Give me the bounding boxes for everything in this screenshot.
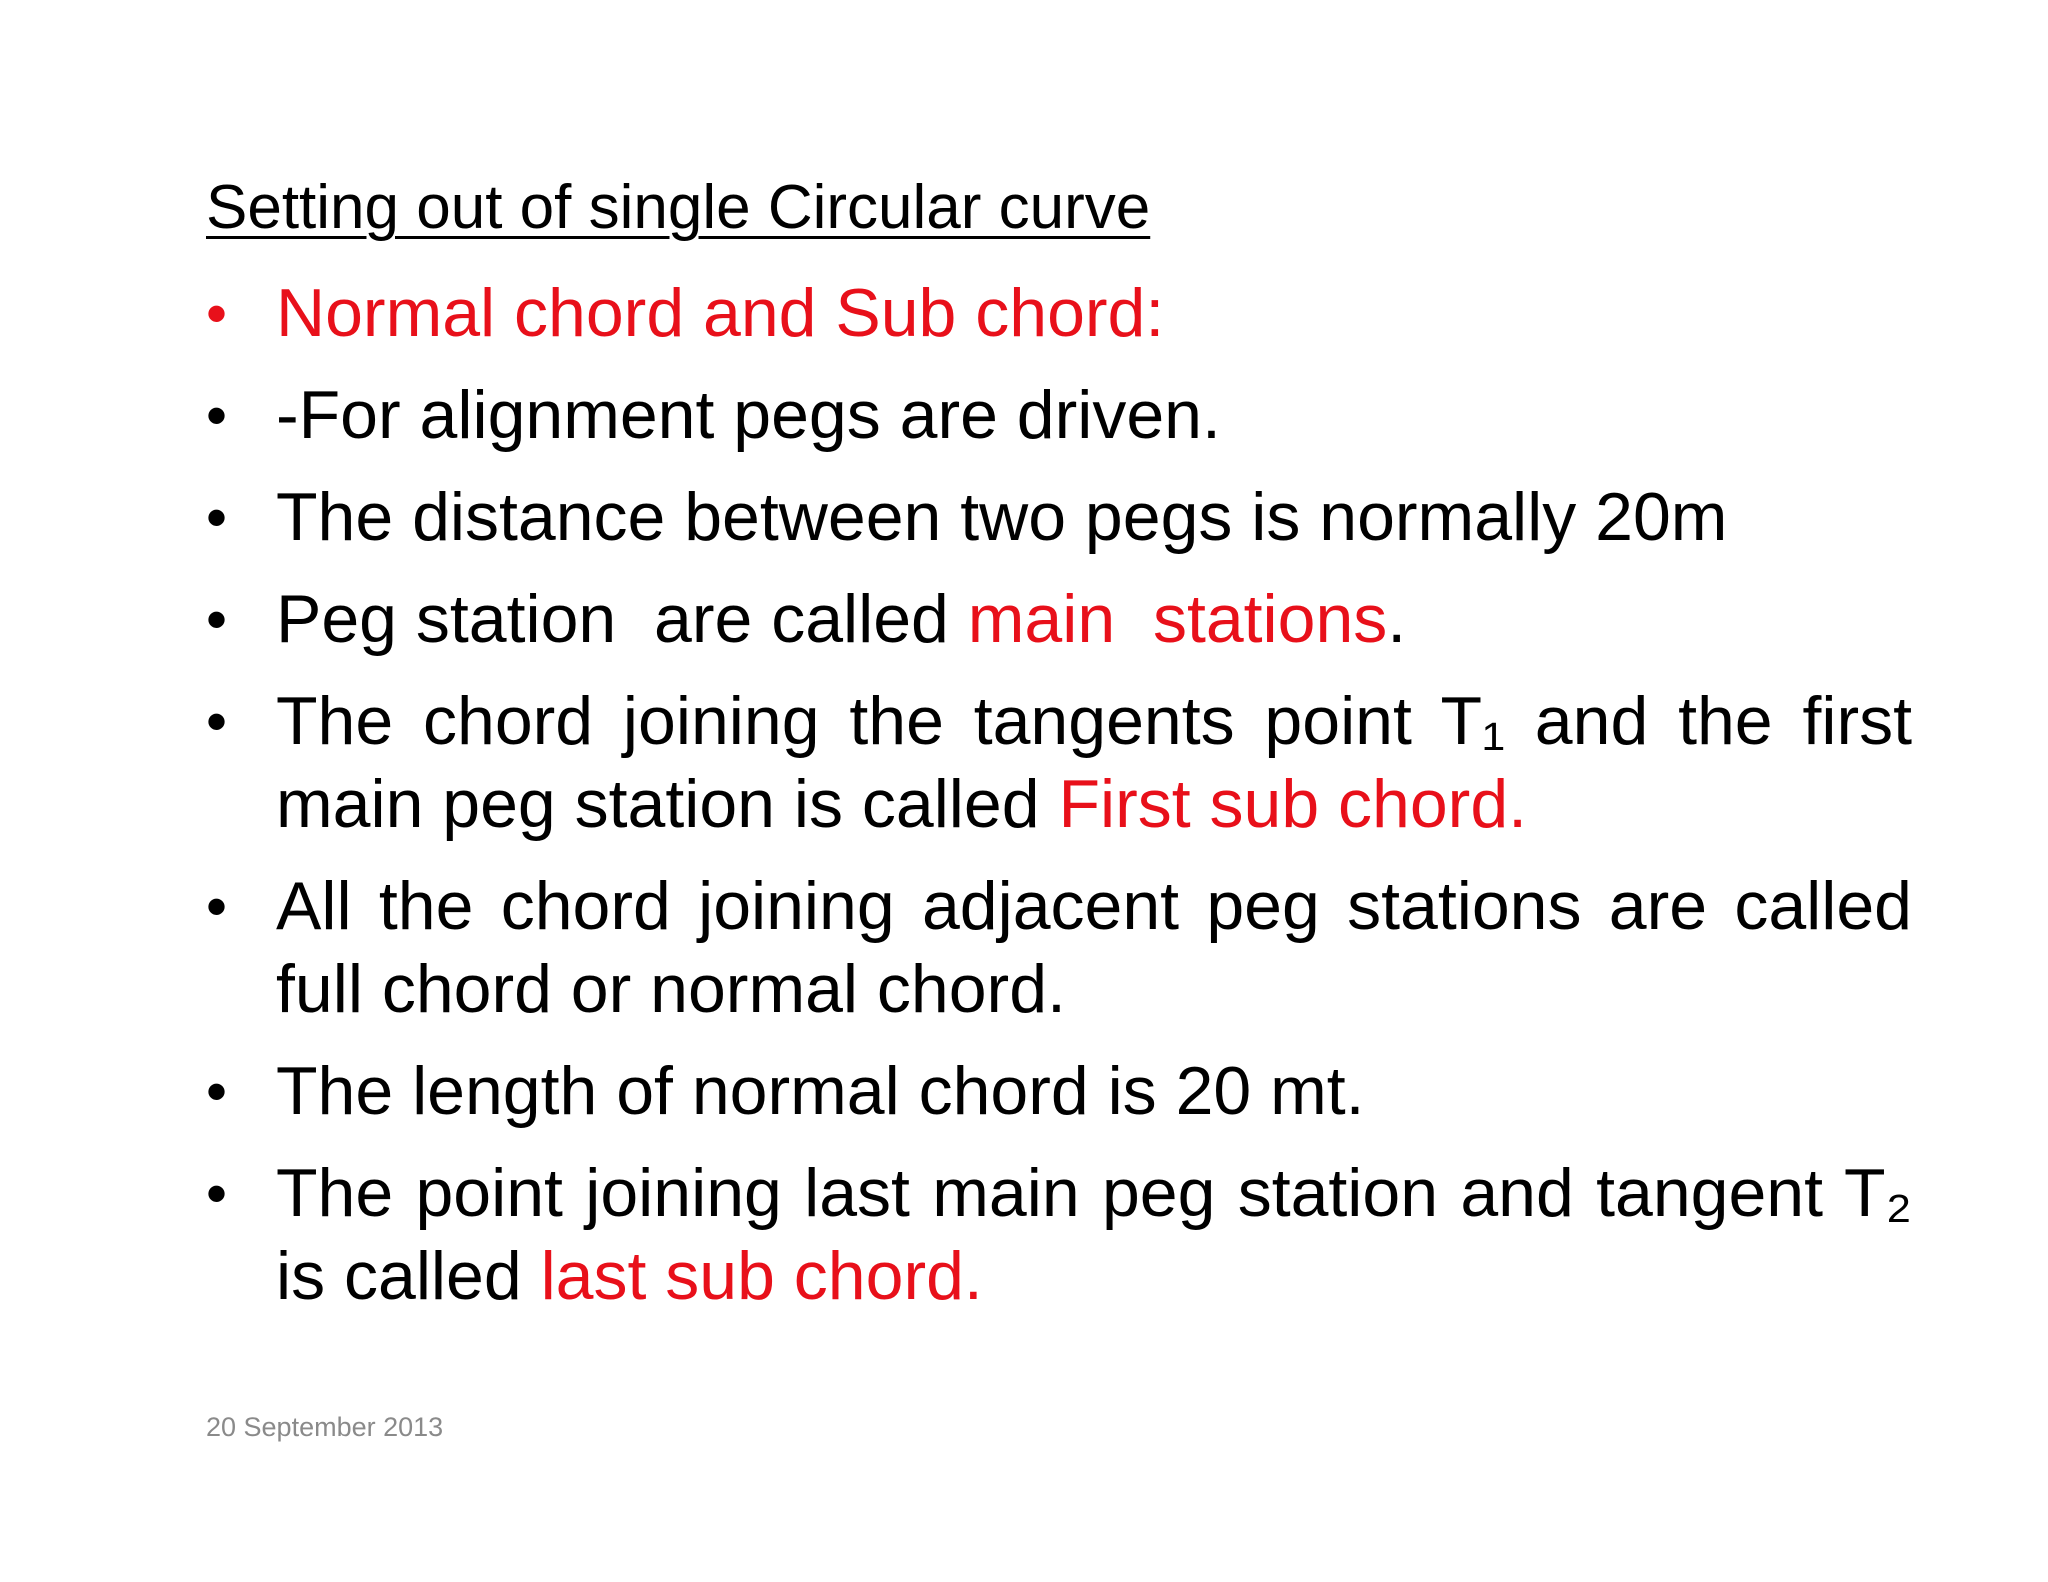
bullet-text: Peg station are called bbox=[276, 581, 968, 657]
bullet-glyph: • bbox=[206, 688, 228, 755]
bullet-text: The distance between two pegs is normally 20m bbox=[276, 479, 1728, 555]
bullet-item-heading bbox=[206, 272, 1912, 355]
bullet-item bbox=[206, 476, 1912, 559]
bullet-item bbox=[206, 865, 1912, 1031]
bullet-list bbox=[206, 272, 1912, 1337]
bullet-text: The point joining last main peg station and tangent T₂ is called bbox=[276, 1155, 1912, 1314]
bullet-item bbox=[206, 1152, 1912, 1318]
bullet-glyph: • bbox=[206, 280, 228, 347]
bullet-trailing: . bbox=[1387, 581, 1407, 657]
bullet-highlight: main stations bbox=[967, 581, 1388, 657]
bullet-glyph: • bbox=[206, 484, 228, 551]
bullet-highlight: last sub chord. bbox=[540, 1238, 983, 1314]
bullet-glyph: • bbox=[206, 873, 228, 940]
bullet-item bbox=[206, 578, 1912, 661]
bullet-item bbox=[206, 374, 1912, 457]
bullet-item bbox=[206, 680, 1912, 846]
bullet-highlight: First sub chord. bbox=[1058, 766, 1528, 842]
bullet-glyph: • bbox=[206, 586, 228, 653]
bullet-text: -For alignment pegs are driven. bbox=[276, 377, 1221, 453]
bullet-item bbox=[206, 1050, 1912, 1133]
bullet-glyph: • bbox=[206, 382, 228, 449]
footer-date: 20 September 2013 bbox=[206, 1412, 444, 1442]
bullet-text: All the chord joining adjacent peg stations are called full chord or normal chord. bbox=[276, 868, 1912, 1027]
bullet-text: The length of normal chord is 20 mt. bbox=[276, 1053, 1365, 1129]
bullet-glyph: • bbox=[206, 1058, 228, 1125]
bullet-text: Normal chord and Sub chord: bbox=[276, 275, 1165, 351]
bullet-glyph: • bbox=[206, 1160, 228, 1227]
bullet-text: The chord joining the tangents point T₁ and the first main peg station is called bbox=[276, 683, 1912, 842]
slide-title: Setting out of single Circular curve bbox=[206, 173, 1151, 242]
